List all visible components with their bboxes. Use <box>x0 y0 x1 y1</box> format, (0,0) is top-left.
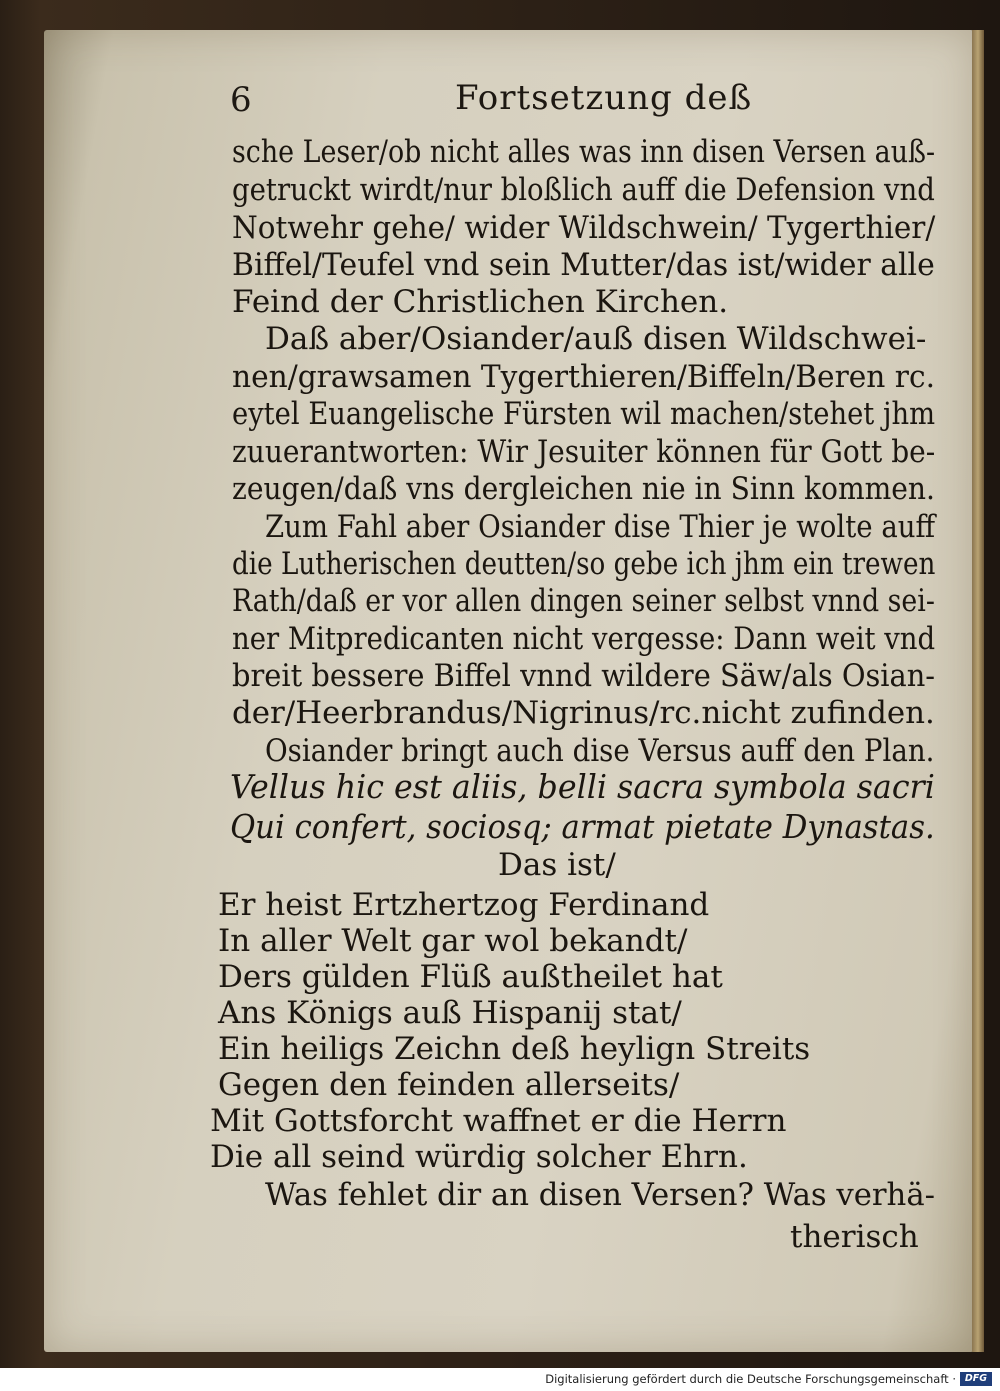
latin-verse-line: Vellus hic est aliis, belli sacra symbola sacri <box>230 767 935 806</box>
running-header: Fortsetzung deß <box>455 78 753 118</box>
text-line: Daß aber/Osiander/auß disen Wildschwei- <box>265 321 927 357</box>
catchword: therisch <box>790 1219 919 1255</box>
dfg-logo: DFG <box>960 1372 992 1386</box>
verse-line: Gegen den feinden allerseits/ <box>218 1067 680 1103</box>
text-line: breit bessere Biffel vnnd wildere Säw/als Osian- <box>232 658 936 694</box>
latin-verse-line: Qui confert, sociosq; armat pietate Dynastas. <box>230 807 935 846</box>
verse-line: Mit Gottsforcht waffnet er die Herrn <box>210 1103 787 1139</box>
footer-bar <box>0 1368 1000 1391</box>
verse-line: In aller Welt gar wol bekandt/ <box>218 923 688 959</box>
text-line: die Lutherischen deutten/so gebe ich jhm ein trewen <box>232 546 936 582</box>
text-line: Rath/daß er vor allen dingen seiner selbst vnnd sei- <box>232 583 935 619</box>
text-line: sche Leser/ob nicht alles was inn disen Versen auß- <box>232 134 936 170</box>
text-line: der/Heerbrandus/Nigrinus/rc.nicht zufinden. <box>232 695 935 731</box>
text-line: Osiander bringt auch dise Versus auff den Plan. <box>265 733 935 769</box>
text-line: Notwehr gehe/ wider Wildschwein/ Tygerthier/ <box>232 210 936 246</box>
page-number: 6 <box>230 80 252 120</box>
page-edge <box>972 30 984 1352</box>
text-line: eytel Euangelische Fürsten wil machen/stehet jhm <box>232 396 936 432</box>
text-line: Zum Fahl aber Osiander dise Thier je wolte auff <box>265 509 936 545</box>
verse-line: Ders gülden Flüß außtheilet hat <box>218 959 723 995</box>
text-line: Biffel/Teufel vnd sein Mutter/das ist/wider alle <box>232 247 935 283</box>
text-line: Feind der Christlichen Kirchen. <box>232 284 729 320</box>
funding-credit: Digitalisierung gefördert durch die Deutsche Forschungsgemeinschaft · <box>545 1372 956 1386</box>
verse-line: Er heist Ertzhertzog Ferdinand <box>218 887 710 923</box>
text-line: zeugen/daß vns dergleichen nie in Sinn kommen. <box>232 471 935 507</box>
text-line: nen/grawsamen Tygerthieren/Biffeln/Beren rc. <box>232 359 935 395</box>
page-header <box>230 78 930 122</box>
translation-heading: Das ist/ <box>498 847 616 883</box>
text-line: Was fehlet dir an disen Versen? Was verhä- <box>265 1177 935 1213</box>
text-line: getruckt wirdt/nur bloßlich auff die Defension vnd <box>232 172 935 208</box>
text-line: zuuerantworten: Wir Jesuiter können für Gott be- <box>232 434 936 470</box>
verse-line: Die all seind würdig solcher Ehrn. <box>210 1139 748 1175</box>
verse-line: Ein heiligs Zeichn deß heylign Streits <box>218 1031 811 1067</box>
verse-line: Ans Königs auß Hispanij stat/ <box>218 995 682 1031</box>
text-line: ner Mitpredicanten nicht vergesse: Dann weit vnd <box>232 621 936 657</box>
